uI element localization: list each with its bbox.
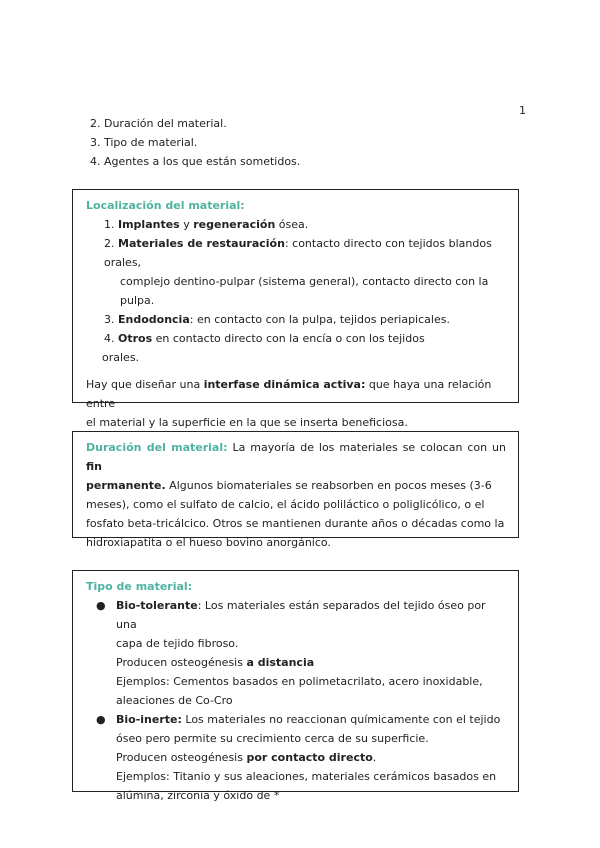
paragraph-line: capa de tejido fibroso. [116, 637, 239, 650]
paragraph-line [86, 476, 506, 495]
paragraph-line [116, 596, 506, 634]
paragraph-line: óseo pero permite su crecimiento cerca de su superficie. [116, 732, 429, 745]
bold-term: interfase dinámica activa: [203, 378, 366, 391]
text: Producen osteogénesis [116, 656, 247, 669]
paragraph-line [116, 653, 506, 672]
list-item: 4. Agentes a los que están sometidos. [90, 155, 301, 168]
paragraph-line: meses), como el sulfato de calcio, el ácido poliláctico o poliglicólico, o el [86, 498, 485, 511]
list-item [104, 234, 506, 272]
top-list [90, 114, 300, 171]
text: Algunos biomateriales se reabsorben en pocos meses (3-6 [165, 479, 492, 492]
paragraph-line [116, 710, 506, 729]
localizacion-box [72, 189, 519, 429]
paragraph [86, 438, 506, 476]
paragraph-line: alúmina, zirconia y óxido de * [116, 789, 280, 802]
paragraph-line: fosfato beta-tricálcico. Otros se mantienen durante años o décadas como la [86, 517, 505, 530]
list-item-continuation: pulpa. [120, 294, 155, 307]
list-item: 3. Tipo de material. [90, 136, 198, 149]
bold-term: Bio-inerte: [116, 713, 182, 726]
page-number: 1 [519, 104, 526, 117]
paragraph-line: aleaciones de Co-Cro [116, 694, 233, 707]
bullet-item-bio-inerte [86, 710, 506, 805]
paragraph-line: hidroxiapatita o el hueso bovino anorgánico. [86, 536, 331, 549]
item-number: 2. [104, 237, 115, 250]
text: : en contacto con la pulpa, tejidos periapicales. [189, 313, 450, 326]
text: que haya una relación entre [86, 378, 492, 410]
box-title: Localización del material: [86, 199, 245, 212]
list-item [104, 215, 506, 234]
localizacion-list [86, 215, 506, 348]
bold-term: fin [86, 460, 102, 473]
text: Hay que diseñar una [86, 378, 204, 391]
list-item-continuation: complejo dentino-pulpar (sistema general), contacto directo con la [120, 275, 489, 288]
bold-term: a distancia [246, 656, 315, 669]
duracion-box [72, 431, 519, 549]
paragraph [86, 375, 506, 413]
bold-term: Implantes [118, 218, 180, 231]
paragraph-line: Ejemplos: Titanio y sus aleaciones, materiales cerámicos basados en [116, 770, 497, 783]
bullet-icon: ● [96, 599, 106, 612]
item-number: 4. [104, 332, 115, 345]
list-item [104, 329, 506, 348]
item-number: 1. [104, 218, 115, 231]
item-number: 3. [104, 313, 115, 326]
paragraph-line: el material y la superficie en la que se inserta beneficiosa. [86, 416, 408, 429]
list-item-continuation: orales. [102, 351, 140, 364]
text: y [179, 218, 194, 231]
text: : contacto directo con tejidos blandos orales, [104, 237, 492, 269]
text: . [372, 751, 377, 764]
bold-term: Endodoncia [118, 313, 190, 326]
text: : Los materiales están separados del tejido óseo por una [116, 599, 486, 631]
text: ósea. [275, 218, 309, 231]
bold-term: Bio-tolerante [116, 599, 198, 612]
text: Los materiales no reaccionan químicamente con el tejido [181, 713, 501, 726]
bold-term: por contacto directo [246, 751, 373, 764]
bold-term: Otros [118, 332, 153, 345]
bold-term: Materiales de restauración [118, 237, 285, 250]
paragraph-line: Ejemplos: Cementos basados en polimetacrilato, acero inoxidable, [116, 675, 483, 688]
box-title: Duración del material: [86, 441, 228, 454]
tipo-box [72, 570, 519, 802]
list-item [104, 310, 506, 329]
paragraph-line [116, 748, 506, 767]
bold-term: regeneración [193, 218, 276, 231]
bullet-item-bio-tolerante [86, 596, 506, 710]
text: Producen osteogénesis [116, 751, 247, 764]
box-title: Tipo de material: [86, 580, 193, 593]
bullet-icon: ● [96, 713, 106, 726]
text: La mayoría de los materiales se colocan con un [227, 441, 507, 454]
bold-term: permanente. [86, 479, 166, 492]
text: en contacto directo con la encía o con los tejidos [152, 332, 425, 345]
list-item: 2. Duración del material. [90, 117, 227, 130]
